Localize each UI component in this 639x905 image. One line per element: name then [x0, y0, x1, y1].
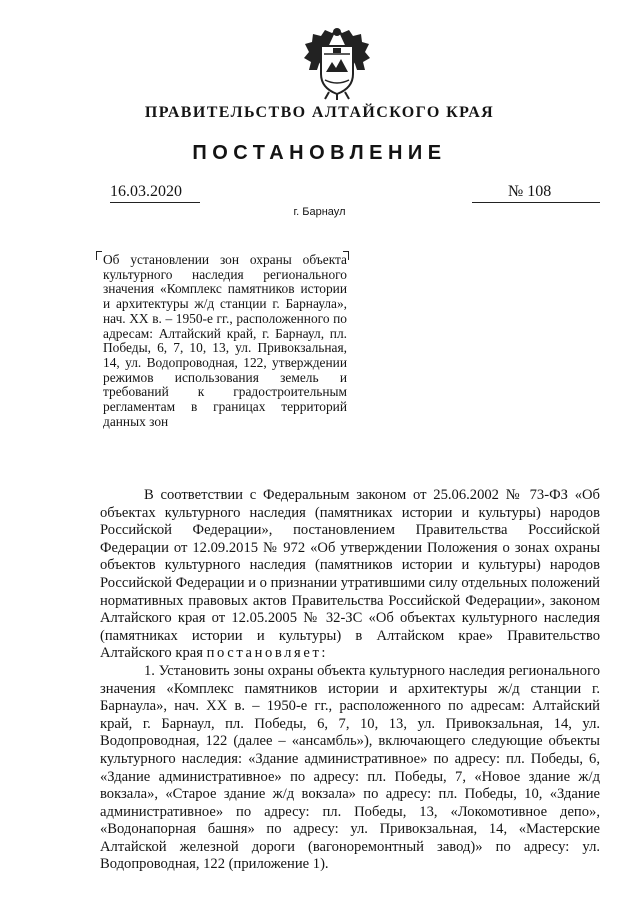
document-body [100, 487, 600, 874]
coat-of-arms-icon [301, 24, 373, 100]
document-subject: Об установлении зон охраны объекта культурного наследия регионального значения «Комплекс памятников истории и архитектуры ж/д станции г. Барнаула», нач. XX в. – 1950-е гг., расположенного по адресам: Алтайский край, г. Барнаул, пл. Победы, 6, 7, 10, 13, ул. Привокзальная, 14, ул. Водопроводная, 122, утверждении режимов использования земель и требований к градостроительным регламентам в границах территорий данных зон [103, 252, 347, 429]
subject-bracket-left [96, 251, 102, 260]
preamble-paragraph [100, 487, 600, 663]
preamble-text: В соответствии с Федеральным законом от 25.06.2002 № 73-ФЗ «Об объектах культурного наследия (памятниках истории и культуры) народов Российской Федерации», постановлением Правительства Российской Федерации от 12.09.2015 № 972 «Об утверждении Положения о зонах охраны объектов культурного наследия (памятников истории и культуры) народов Российской Федерации и о признании утратившими силу отдельных положений нормативных правовых актов Правительства Российской Федерации», законом Алтайского края от 12.05.2005 № 32-ЗС «Об объектах культурного наследия (памятниках истории и культуры) в Алтайском крае» Правительство Алтайского края [100, 487, 600, 662]
item-1-paragraph: 1. Установить зоны охраны объекта культурного наследия регионального значения «Комплекс памятников истории и архитектуры ж/д станции г. Барнаула», нач. XX в. – 1950-е гг., расположенного по адресам: Алтайский край, г. Барнаул, пл. Победы, 6, 7, 10, 13, ул. Привокзальная, 14, ул. Водопроводная, 122 (далее – «ансамбль»), включающего следующие объекты культурного наследия: «Здание административное» по адресу: пл. Победы, 6, «Здание административное» по адресу: пл. Победы, 7, «Новое здание ж/д вокзала», «Старое здание ж/д вокзала» по адресу: пл. Победы, 10, «Здание административное» по адресу: пл. Победы, 13, «Локомотивное депо», «Водонапорная башня» по адресу: ул. Привокзальная, 14, «Мастерские Алтайской железной дороги (вагоноремонтный завод)» по адресу: ул. Водопроводная, 122 (приложение 1). [100, 662, 600, 873]
city-label: г. Барнаул [293, 206, 346, 218]
government-title: ПРАВИТЕЛЬСТВО АЛТАЙСКОГО КРАЯ [144, 104, 495, 121]
decree-word: постановляет: [206, 645, 329, 662]
document-date: 16.03.2020 [110, 183, 200, 203]
document-number: № 108 [472, 183, 600, 203]
document-type-title: ПОСТАНОВЛЕНИЕ [192, 142, 447, 164]
